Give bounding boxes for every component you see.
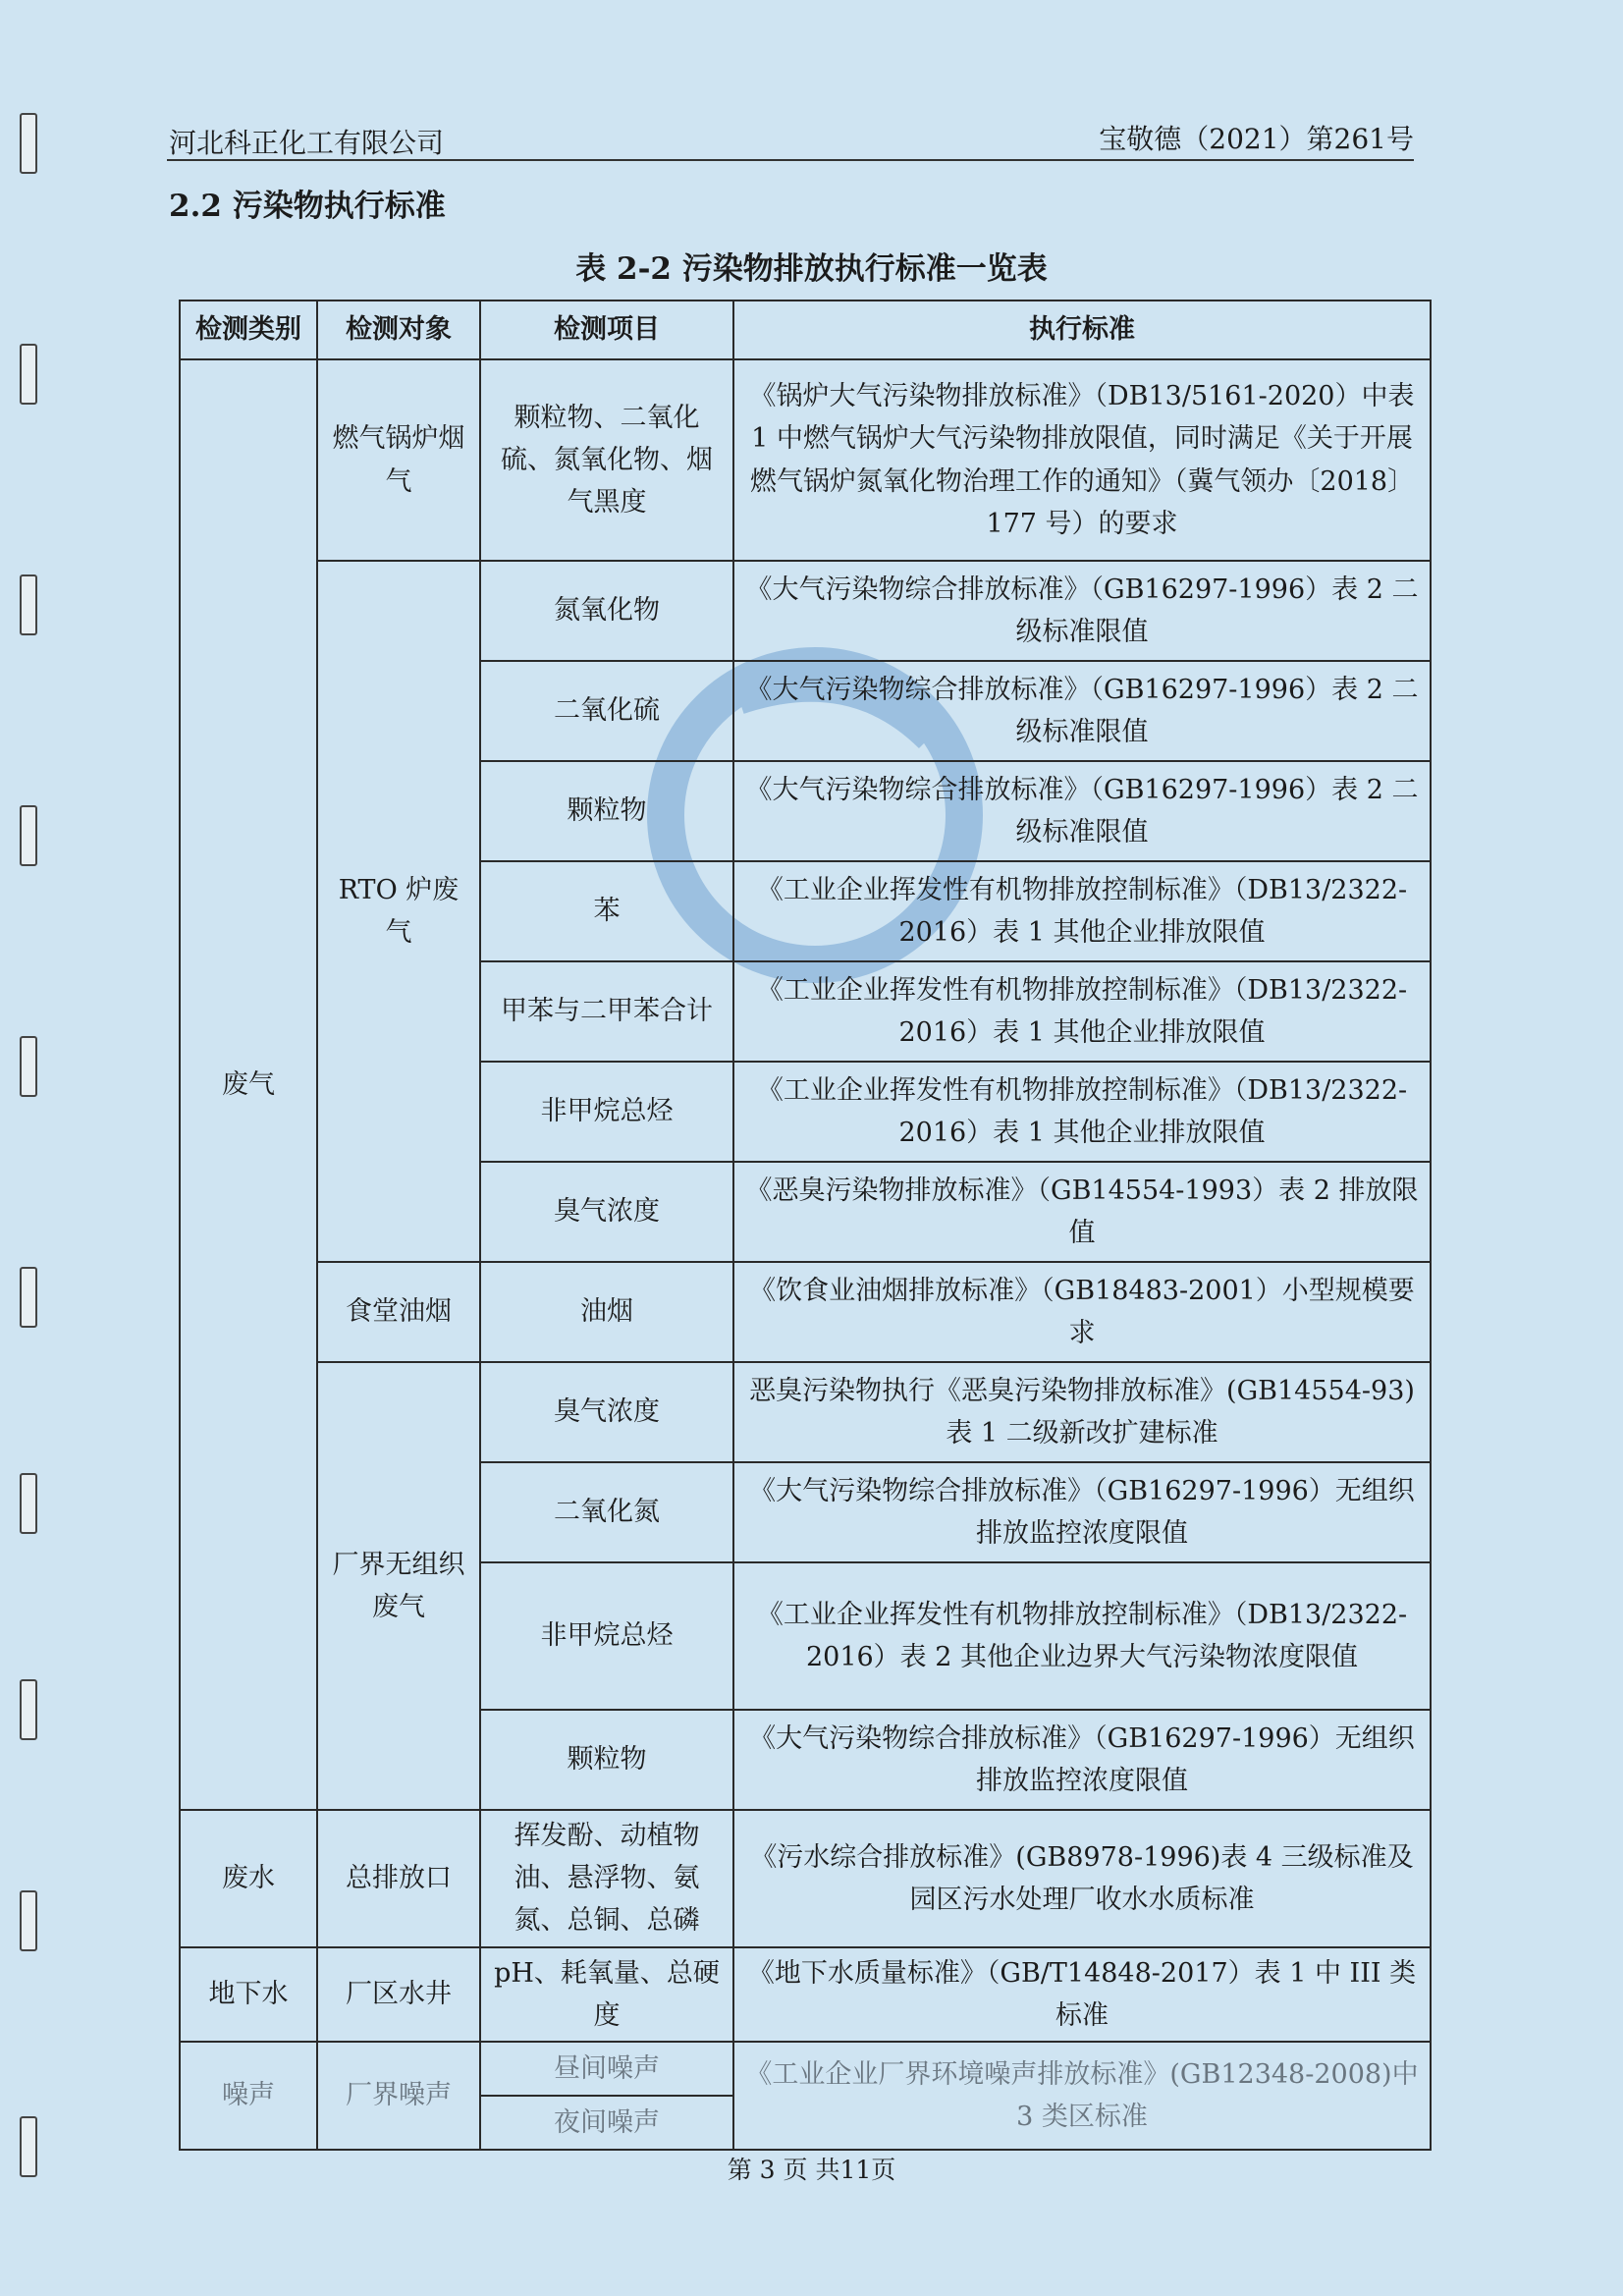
standard-cell: 《工业企业挥发性有机物排放控制标准》（DB13/2322-2016）表 2 其他企业边界大气污染物浓度限值 xyxy=(733,1562,1431,1710)
standard-cell: 《工业企业挥发性有机物排放控制标准》（DB13/2322-2016）表 1 其他企业排放限值 xyxy=(733,861,1431,961)
item-cell: 苯 xyxy=(480,861,733,961)
binder-hole xyxy=(20,574,37,635)
object-cell: 厂区水井 xyxy=(317,1947,480,2042)
standard-cell: 《大气污染物综合排放标准》（GB16297-1996）无组织排放监控浓度限值 xyxy=(733,1462,1431,1562)
standards-table xyxy=(179,300,1432,2151)
header-category: 检测类别 xyxy=(180,301,317,359)
item-cell: 非甲烷总烃 xyxy=(480,1062,733,1162)
header-standard: 执行标准 xyxy=(733,301,1431,359)
standard-cell: 恶臭污染物执行《恶臭污染物排放标准》(GB14554-93)表 1 二级新改扩建标准 xyxy=(733,1362,1431,1462)
standard-cell: 《工业企业厂界环境噪声排放标准》(GB12348-2008)中3 类区标准 xyxy=(733,2042,1431,2150)
table-row xyxy=(180,1810,1431,1947)
page-footer: 第 3 页 共11页 xyxy=(727,2156,896,2184)
item-cell: 昼间噪声 xyxy=(480,2042,733,2096)
item-cell: 非甲烷总烃 xyxy=(480,1562,733,1710)
table-row xyxy=(180,2042,1431,2096)
item-cell: 氮氧化物 xyxy=(480,561,733,661)
table-title: 表 2-2 污染物排放执行标准一览表 xyxy=(575,251,1048,287)
item-cell: 甲苯与二甲苯合计 xyxy=(480,961,733,1062)
standard-cell: 《饮食业油烟排放标准》（GB18483-2001）小型规模要求 xyxy=(733,1262,1431,1362)
item-cell: pH、耗氧量、总硬度 xyxy=(480,1947,733,2042)
item-cell: 油烟 xyxy=(480,1262,733,1362)
standard-cell: 《工业企业挥发性有机物排放控制标准》（DB13/2322-2016）表 1 其他企业排放限值 xyxy=(733,961,1431,1062)
header-divider xyxy=(167,159,1414,161)
standard-cell: 《污水综合排放标准》(GB8978-1996)表 4 三级标准及园区污水处理厂收水水质标准 xyxy=(733,1810,1431,1947)
binder-hole xyxy=(20,344,37,405)
item-cell: 挥发酚、动植物油、悬浮物、氨氮、总铜、总磷 xyxy=(480,1810,733,1947)
standard-cell: 《大气污染物综合排放标准》（GB16297-1996）无组织排放监控浓度限值 xyxy=(733,1710,1431,1810)
item-cell: 颗粒物 xyxy=(480,1710,733,1810)
header-item: 检测项目 xyxy=(480,301,733,359)
object-cell: 燃气锅炉烟气 xyxy=(317,359,480,561)
standard-cell: 《大气污染物综合排放标准》（GB16297-1996）表 2 二级标准限值 xyxy=(733,561,1431,661)
standard-cell: 《工业企业挥发性有机物排放控制标准》（DB13/2322-2016）表 1 其他企业排放限值 xyxy=(733,1062,1431,1162)
binder-hole xyxy=(20,1890,37,1951)
binder-hole xyxy=(20,805,37,866)
binder-hole xyxy=(20,113,37,174)
object-cell: 食堂油烟 xyxy=(317,1262,480,1362)
table-row xyxy=(180,561,1431,661)
header-object: 检测对象 xyxy=(317,301,480,359)
binder-hole xyxy=(20,1473,37,1534)
section-title: 2.2 污染物执行标准 xyxy=(169,189,446,224)
binder-hole xyxy=(20,1036,37,1097)
object-cell: RTO 炉废气 xyxy=(317,561,480,1262)
table-row xyxy=(180,1947,1431,2042)
standard-cell: 《恶臭污染物排放标准》（GB14554-1993）表 2 排放限值 xyxy=(733,1162,1431,1262)
item-cell: 臭气浓度 xyxy=(480,1362,733,1462)
category-cell: 废水 xyxy=(180,1810,317,1947)
item-cell: 颗粒物 xyxy=(480,761,733,861)
standard-cell: 《锅炉大气污染物排放标准》（DB13/5161-2020）中表 1 中燃气锅炉大气污染物排放限值，同时满足《关于开展燃气锅炉氮氧化物治理工作的通知》（冀气领办〔2018〕177 号）的要求 xyxy=(733,359,1431,561)
object-cell: 厂界无组织废气 xyxy=(317,1362,480,1810)
table-header-row xyxy=(180,301,1431,359)
category-cell: 地下水 xyxy=(180,1947,317,2042)
report-number: 宝敬德（2021）第261号 xyxy=(1099,123,1414,155)
item-cell: 颗粒物、二氧化硫、氮氧化物、烟气黑度 xyxy=(480,359,733,561)
binder-hole xyxy=(20,1267,37,1328)
item-cell: 二氧化氮 xyxy=(480,1462,733,1562)
category-cell: 废气 xyxy=(180,359,317,1810)
object-cell: 总排放口 xyxy=(317,1810,480,1947)
binder-hole xyxy=(20,1679,37,1740)
item-cell: 二氧化硫 xyxy=(480,661,733,761)
table-row xyxy=(180,359,1431,561)
item-cell: 臭气浓度 xyxy=(480,1162,733,1262)
item-cell: 夜间噪声 xyxy=(480,2096,733,2150)
category-cell: 噪声 xyxy=(180,2042,317,2150)
standard-cell: 《大气污染物综合排放标准》（GB16297-1996）表 2 二级标准限值 xyxy=(733,661,1431,761)
object-cell: 厂界噪声 xyxy=(317,2042,480,2150)
standard-cell: 《地下水质量标准》（GB/T14848-2017）表 1 中 III 类标准 xyxy=(733,1947,1431,2042)
table-row xyxy=(180,1262,1431,1362)
standard-cell: 《大气污染物综合排放标准》（GB16297-1996）表 2 二级标准限值 xyxy=(733,761,1431,861)
table-row xyxy=(180,1362,1431,1462)
company-name: 河北科正化工有限公司 xyxy=(169,127,445,159)
